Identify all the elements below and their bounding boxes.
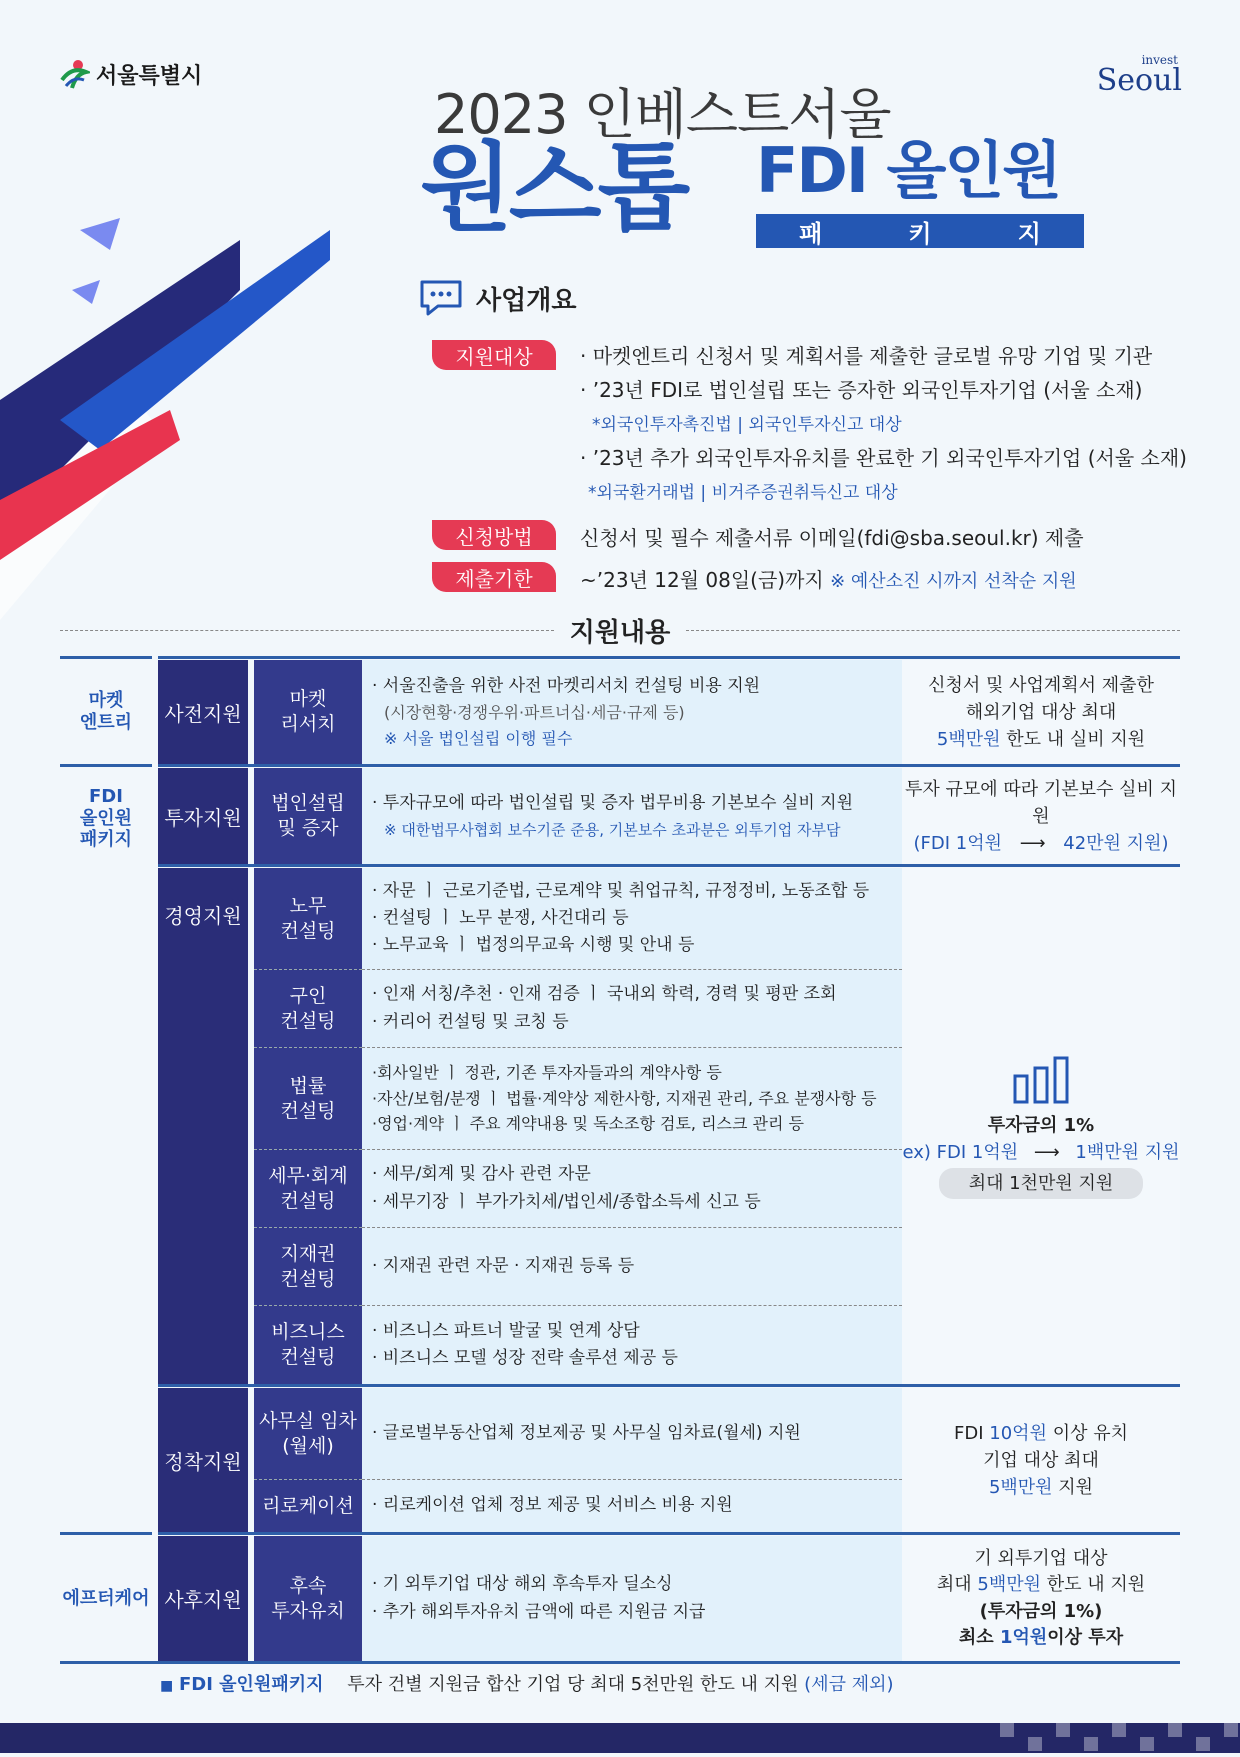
benefit-amount: 5백만원	[977, 1574, 1041, 1596]
benefit-line	[914, 830, 1169, 857]
brand-big: Seoul	[1096, 63, 1182, 98]
desc-line: · 자문 ㅣ 근로기준법, 근로계약 및 취업규칙, 규정정비, 노동조합 등	[372, 880, 870, 901]
benefit-management	[902, 868, 1180, 1384]
title-fdi-allinone: FDI 올인원	[756, 134, 1061, 207]
benefit-line: 기업 대상 최대	[983, 1449, 1099, 1471]
benefit-max-badge: 최대 1천만원 지원	[939, 1168, 1144, 1199]
bar-chart-icon	[1011, 1054, 1071, 1106]
support-section-title	[60, 610, 1180, 650]
method-tag: 신청방법	[432, 520, 556, 550]
desc-incorporation	[362, 768, 902, 864]
benefit-text: 42만원 지원)	[1063, 832, 1169, 854]
item-recruit: 구인 컨설팅	[254, 970, 362, 1048]
category-aftercare: 에프터케어	[62, 1587, 150, 1609]
stage-management: 경영지원	[158, 868, 248, 1384]
benefit-line: 기 외투기업 대상	[974, 1548, 1108, 1570]
desc-line: ·자산/보험/분쟁 ㅣ 법률·계약상 제한사항, 지재권 관리, 주요 분쟁사항 등	[372, 1088, 877, 1108]
title-onestop: 원스톱	[420, 132, 687, 244]
brand-small: invest	[1141, 53, 1178, 67]
method-text: 신청서 및 필수 제출서류 이메일(fdi@sba.seoul.kr) 제출	[580, 526, 1084, 550]
pkg-char: 패	[799, 219, 823, 248]
benefit-line	[954, 1420, 1128, 1447]
benefit-post	[902, 1536, 1180, 1661]
benefit-invest	[902, 768, 1180, 864]
deadline-note: ※ 예산소진 시까지 선착순 지원	[830, 571, 1077, 592]
desc-line: · 세무/회계 및 감사 관련 자문	[372, 1164, 591, 1185]
benefit-line: 해외기업 대상 최대	[965, 701, 1117, 723]
item-office-rent: 사무실 임차 (월세)	[254, 1388, 362, 1480]
desc-ip	[362, 1228, 902, 1306]
benefit-market	[902, 660, 1180, 764]
chat-bubble-icon	[418, 278, 464, 318]
item-legal: 법률 컨설팅	[254, 1048, 362, 1150]
stage-pre: 사전지원	[158, 660, 248, 764]
benefit-line: 신청서 및 사업계획서 제출한	[928, 674, 1154, 696]
desc-legal	[362, 1048, 902, 1150]
category-fdi-package: FDI 올인원 패키지	[79, 786, 133, 851]
benefit-line	[937, 726, 1145, 753]
arrow-right-icon: ⟶	[1033, 1141, 1060, 1163]
support-title: 지원내용	[569, 617, 671, 648]
benefit-line: 투자 규모에 따라 기본보수 실비 지원	[904, 778, 1178, 827]
overview-title: 사업개요	[476, 285, 577, 316]
item-follow-up: 후속 투자유치	[254, 1536, 362, 1661]
target-note: *외국인투자촉진법 | 외국인투자신고 대상	[592, 415, 902, 435]
desc-line: · 리로케이션 업체 정보 제공 및 서비스 비용 지원	[372, 1495, 733, 1516]
benefit-text: FDI	[954, 1422, 990, 1444]
checker-pattern-decoration	[0, 1723, 1240, 1753]
item-market-research: 마켓 리서치	[254, 660, 362, 764]
item-incorporation: 법인설립 및 증자	[254, 768, 362, 864]
desc-follow-up	[362, 1536, 902, 1661]
decorative-ribbon-graphic	[0, 200, 360, 620]
desc-line: · 지재권 관련 자문 · 지재권 등록 등	[372, 1255, 635, 1276]
desc-relocation	[362, 1480, 902, 1532]
benefit-text: 1백만원 지원	[1075, 1141, 1180, 1163]
arrow-right-icon: ⟶	[1019, 832, 1046, 854]
deadline-line	[580, 564, 1077, 593]
arrow-icon	[80, 218, 120, 250]
benefit-text: 한도 내 지원	[1041, 1574, 1146, 1596]
footer-paren: (세금 제외)	[804, 1674, 894, 1695]
target-note: *외국환거래법 | 비거주증권취득신고 대상	[588, 483, 898, 503]
desc-line: · 비즈니스 모델 성장 전략 솔루션 제공 등	[372, 1348, 678, 1368]
org-name: 서울특별시	[96, 63, 203, 89]
desc-line: · 컨설팅 ㅣ 노무 분쟁, 사건대리 등	[372, 907, 629, 928]
benefit-settlement	[902, 1388, 1180, 1532]
benefit-text: 지원	[1052, 1476, 1094, 1498]
desc-line: · 기 외투기업 대상 해외 후속투자 딜소싱	[372, 1574, 673, 1595]
target-line: · ’23년 추가 외국인투자유치를 완료한 기 외국인투자기업 (서울 소재)	[580, 446, 1187, 470]
item-relocation: 리로케이션	[254, 1480, 362, 1532]
category-market-entry: 마켓 엔트리	[79, 690, 133, 733]
footer-label: FDI 올인원패키지	[178, 1674, 324, 1695]
desc-labor	[362, 868, 902, 970]
benefit-text: 이상 유치	[1046, 1422, 1128, 1444]
desc-line: · 글로벌부동산업체 정보제공 및 사무실 임차료(월세) 지원	[372, 1422, 801, 1443]
benefit-text: ex) FDI 1억원	[902, 1141, 1019, 1163]
invest-seoul-logo	[1097, 54, 1182, 96]
seoul-city-logo	[58, 58, 202, 90]
stage-invest: 투자지원	[158, 768, 248, 864]
arrow-icon	[72, 280, 100, 304]
bullet-square-icon: ■	[160, 1678, 174, 1694]
stage-post: 사후지원	[158, 1536, 248, 1661]
title-package-bar	[756, 214, 1084, 248]
desc-line: · 서울진출을 위한 사전 마켓리서치 컨설팅 비용 지원	[372, 675, 761, 696]
desc-tax	[362, 1150, 902, 1228]
pkg-char: 키	[908, 219, 932, 248]
stage-settlement: 정착지원	[158, 1388, 248, 1532]
desc-note: ※ 서울 법인설립 이행 필수	[384, 728, 573, 748]
benefit-line	[937, 1572, 1145, 1598]
desc-line: · 투자규모에 따라 법인설립 및 증자 법무비용 기본보수 실비 지원	[372, 793, 854, 814]
benefit-text: 최대	[936, 1574, 978, 1596]
benefit-amount: 5백만원	[936, 728, 1001, 750]
benefit-line: 투자금의 1%	[987, 1114, 1095, 1136]
item-tax: 세무·회계 컨설팅	[254, 1150, 362, 1228]
benefit-text: (FDI 1억원	[913, 832, 1002, 854]
desc-market-research	[362, 660, 902, 764]
overview-heading	[418, 278, 576, 318]
benefit-text: 한도 내 실비 지원	[1000, 728, 1146, 750]
target-line: · ’23년 FDI로 법인설립 또는 증자한 외국인투자기업 (서울 소재)	[580, 378, 1143, 402]
pkg-char: 지	[1017, 219, 1041, 248]
benefit-text: 최소	[958, 1626, 1000, 1648]
desc-line: · 인재 서칭/추천 · 인재 검증 ㅣ 국내외 학력, 경력 및 평판 조회	[372, 984, 837, 1005]
target-line: · 마켓엔트리 신청서 및 계획서를 제출한 글로벌 유망 기업 및 기관	[580, 344, 1153, 368]
desc-line: · 비즈니스 파트너 발굴 및 연계 상담	[372, 1320, 640, 1341]
seoul-logo-icon	[58, 58, 90, 90]
title-year: 2023 인베스트서울	[434, 83, 891, 146]
benefit-amount: 1억원	[999, 1626, 1048, 1648]
desc-line: · 세무기장 ㅣ 부가가치세/법인세/종합소득세 신고 등	[372, 1191, 761, 1212]
benefit-line	[902, 1139, 1179, 1166]
desc-line: · 커리어 컨설팅 및 코칭 등	[372, 1011, 569, 1032]
benefit-text: 이상 투자	[1047, 1626, 1124, 1648]
deadline-tag: 제출기한	[432, 562, 556, 592]
desc-line: · 노무교육 ㅣ 법정의무교육 시행 및 안내 등	[372, 935, 695, 956]
desc-line: ·회사일반 ㅣ 정관, 기존 투자자들과의 계약사항 등	[372, 1063, 722, 1083]
deadline-text: ~’23년 12월 08일(금)까지	[580, 568, 824, 592]
desc-business	[362, 1306, 902, 1384]
desc-line: ·영업·계약 ㅣ 주요 계약내용 및 독소조항 검토, 리스크 관리 등	[372, 1114, 804, 1134]
item-ip: 지재권 컨설팅	[254, 1228, 362, 1306]
item-labor: 노무 컨설팅	[254, 868, 362, 970]
item-business: 비즈니스 컨설팅	[254, 1306, 362, 1384]
desc-note: ※ 대한법무사협회 보수기준 준용, 기본보수 초과분은 외투기업 자부담	[384, 820, 841, 839]
benefit-line	[959, 1625, 1123, 1651]
benefit-amount: 5백만원	[988, 1476, 1053, 1498]
benefit-line	[989, 1474, 1093, 1501]
desc-recruit	[362, 970, 902, 1048]
desc-sub: (시장현황·경쟁우위·파트너십·세금·규제 등)	[384, 703, 685, 722]
benefit-amount: 10억원	[989, 1422, 1047, 1444]
footer-text: 투자 건별 지원금 합산 기업 당 최대 5천만원 한도 내 지원	[347, 1674, 799, 1695]
footer-note	[160, 1670, 894, 1696]
benefit-line: (투자금의 1%)	[979, 1600, 1103, 1622]
desc-line: · 추가 해외투자유치 금액에 따른 지원금 지급	[372, 1601, 706, 1622]
desc-office-rent	[362, 1388, 902, 1480]
bottom-bar	[0, 1723, 1240, 1753]
target-tag: 지원대상	[432, 340, 556, 370]
